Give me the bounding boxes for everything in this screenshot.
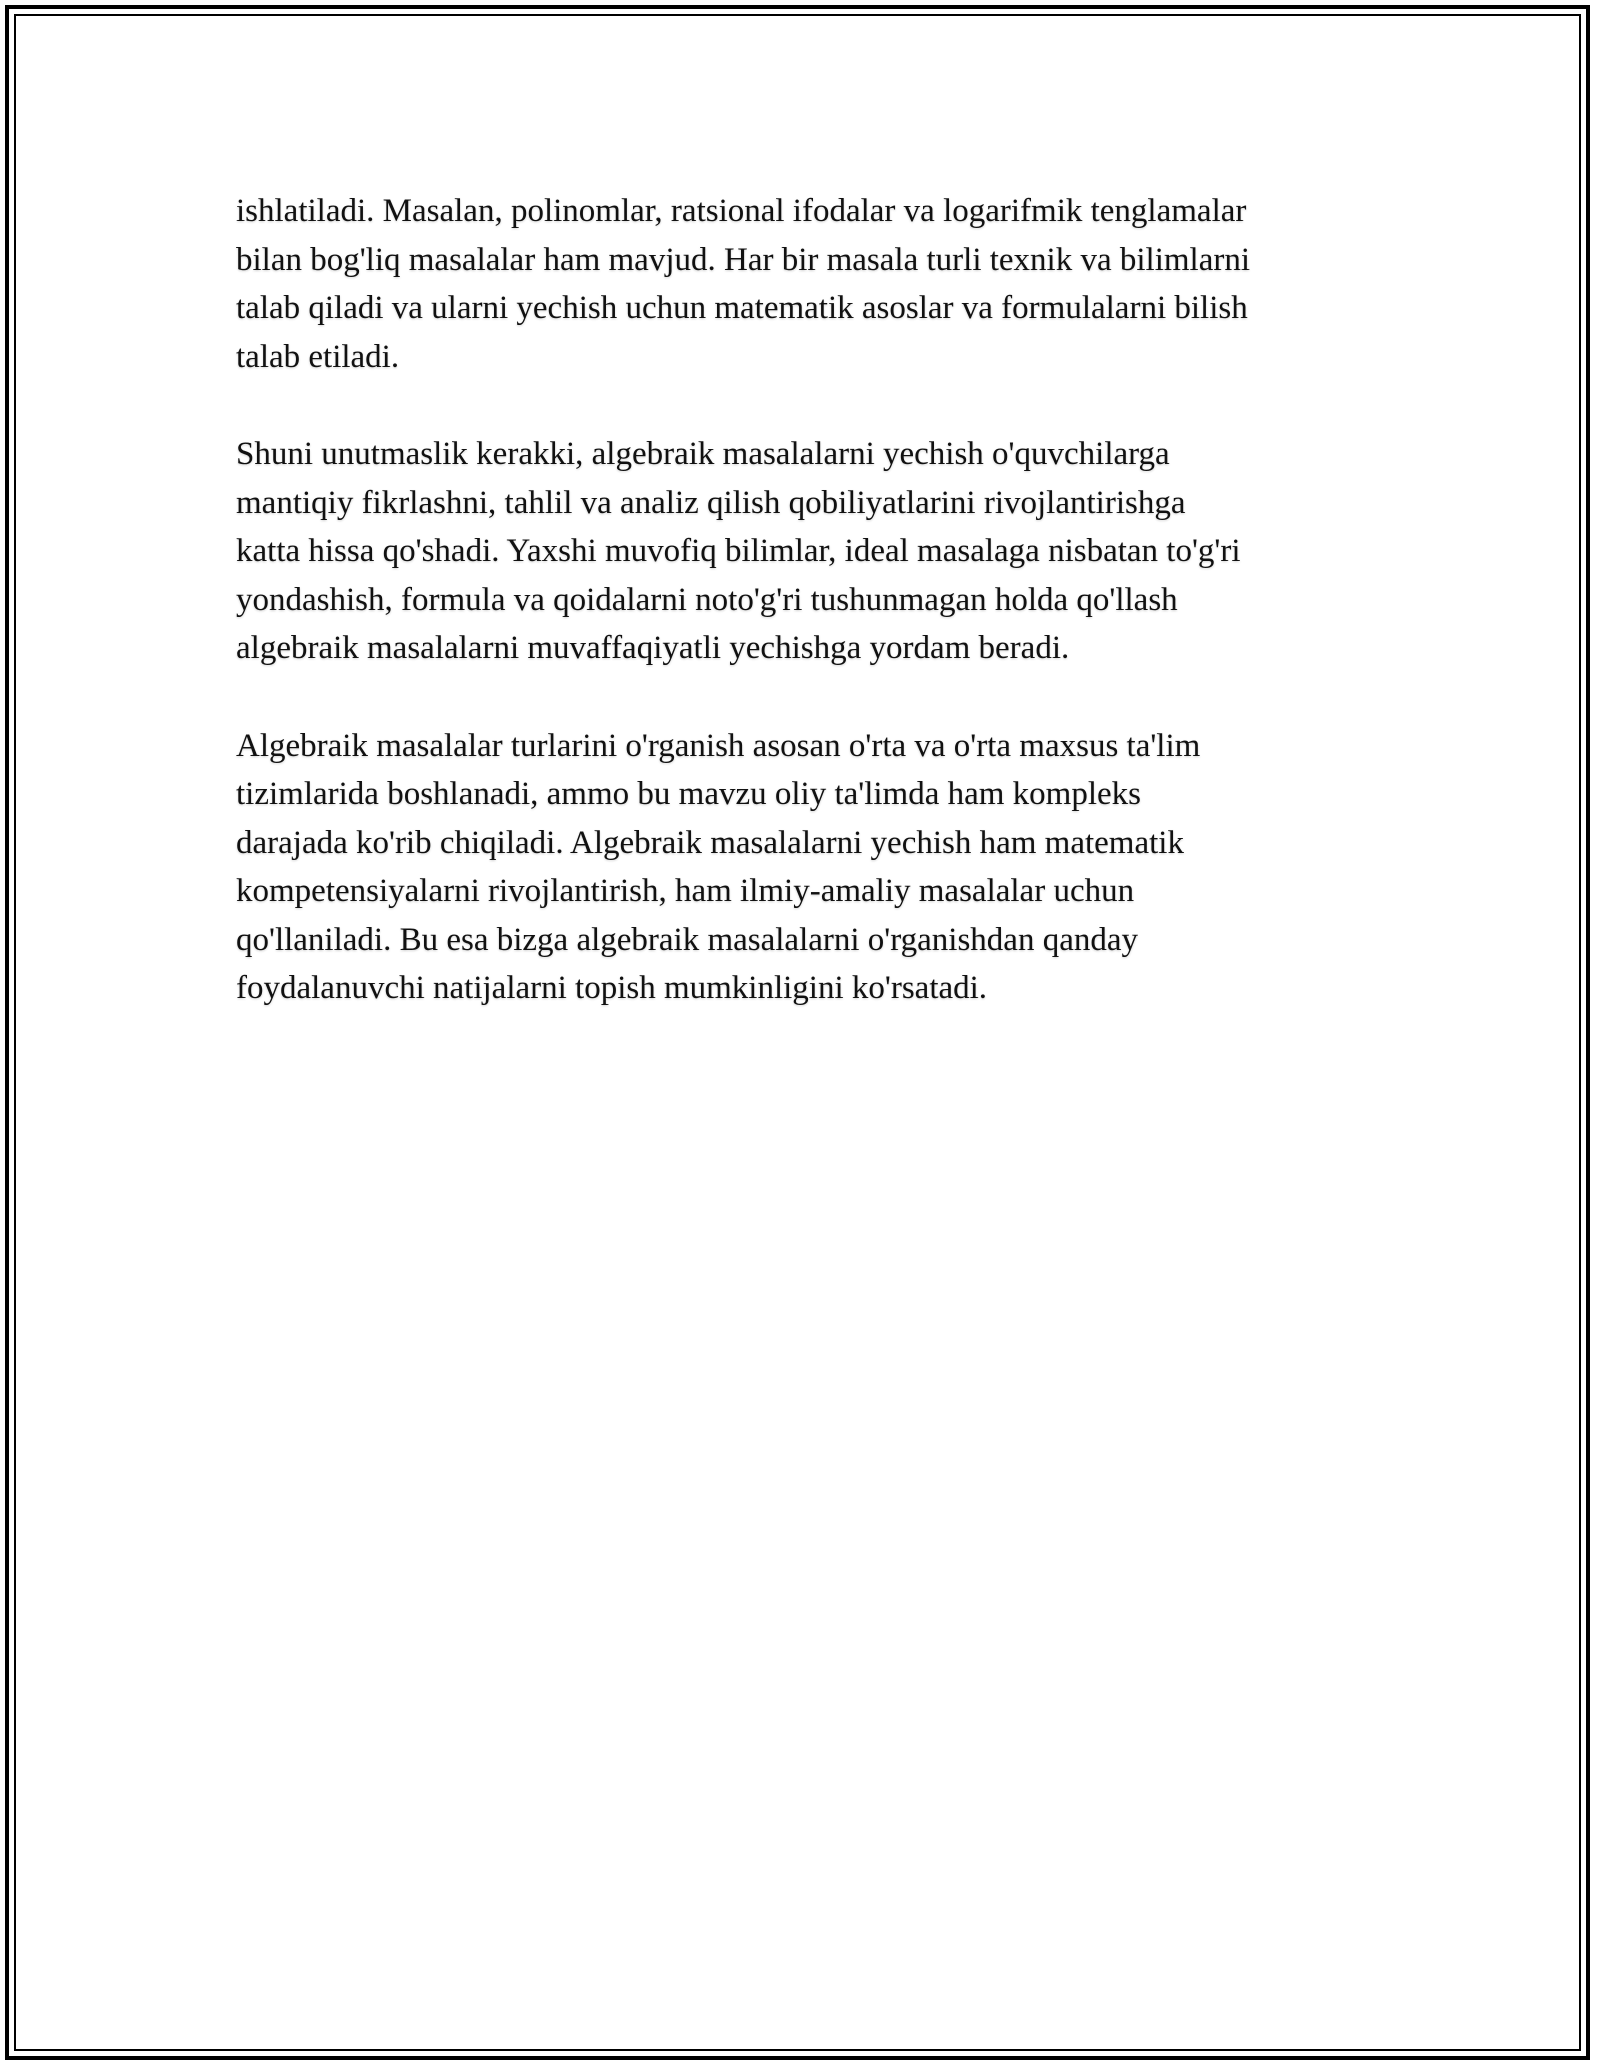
paragraph-2: Shuni unutmaslik kerakki, algebraik masalalarni yechish o'quvchilarga mantiqiy fikrlashni, tahlil va analiz qilish qobiliyatlarini rivojlantirishga katta hissa qo'shadi. Yaxshi muvofiq bilimlar, ideal masalaga nisbatan to'g'ri yondashish, formula va qoidalarni noto'g'ri tushunmagan holda qo'llash algebraik masalalarni muvaffaqiyatli yechishga yordam beradi. — [236, 436, 1241, 666]
paragraph-3: Algebraik masalalar turlarini o'rganish asosan o'rta va o'rta maxsus ta'lim tizimlarida boshlanadi, ammo bu mavzu oliy ta'limda ham kompleks darajada ko'rib chiqiladi. Algebraik masalalarni yechish ham matematik kompetensiyalarni rivojlantirish, ham ilmiy-amaliy masalalar uchun qo'llaniladi. Bu esa bizga algebraik masalalarni o'rganishdan qanday foydalanuvchi natijalarni topish mumkinligini ko'rsatadi. — [236, 727, 1201, 1006]
paragraph-1: ishlatiladi. Masalan, polinomlar, ratsional ifodalar va logarifmik tenglamalar bilan bog'liq masalalar ham mavjud. Har bir masala turli texnik va bilimlarni talab qiladi va ularni yechish uchun matematik asoslar va formulalarni bilish talab etiladi. — [236, 193, 1251, 375]
document-body — [236, 187, 1366, 1062]
